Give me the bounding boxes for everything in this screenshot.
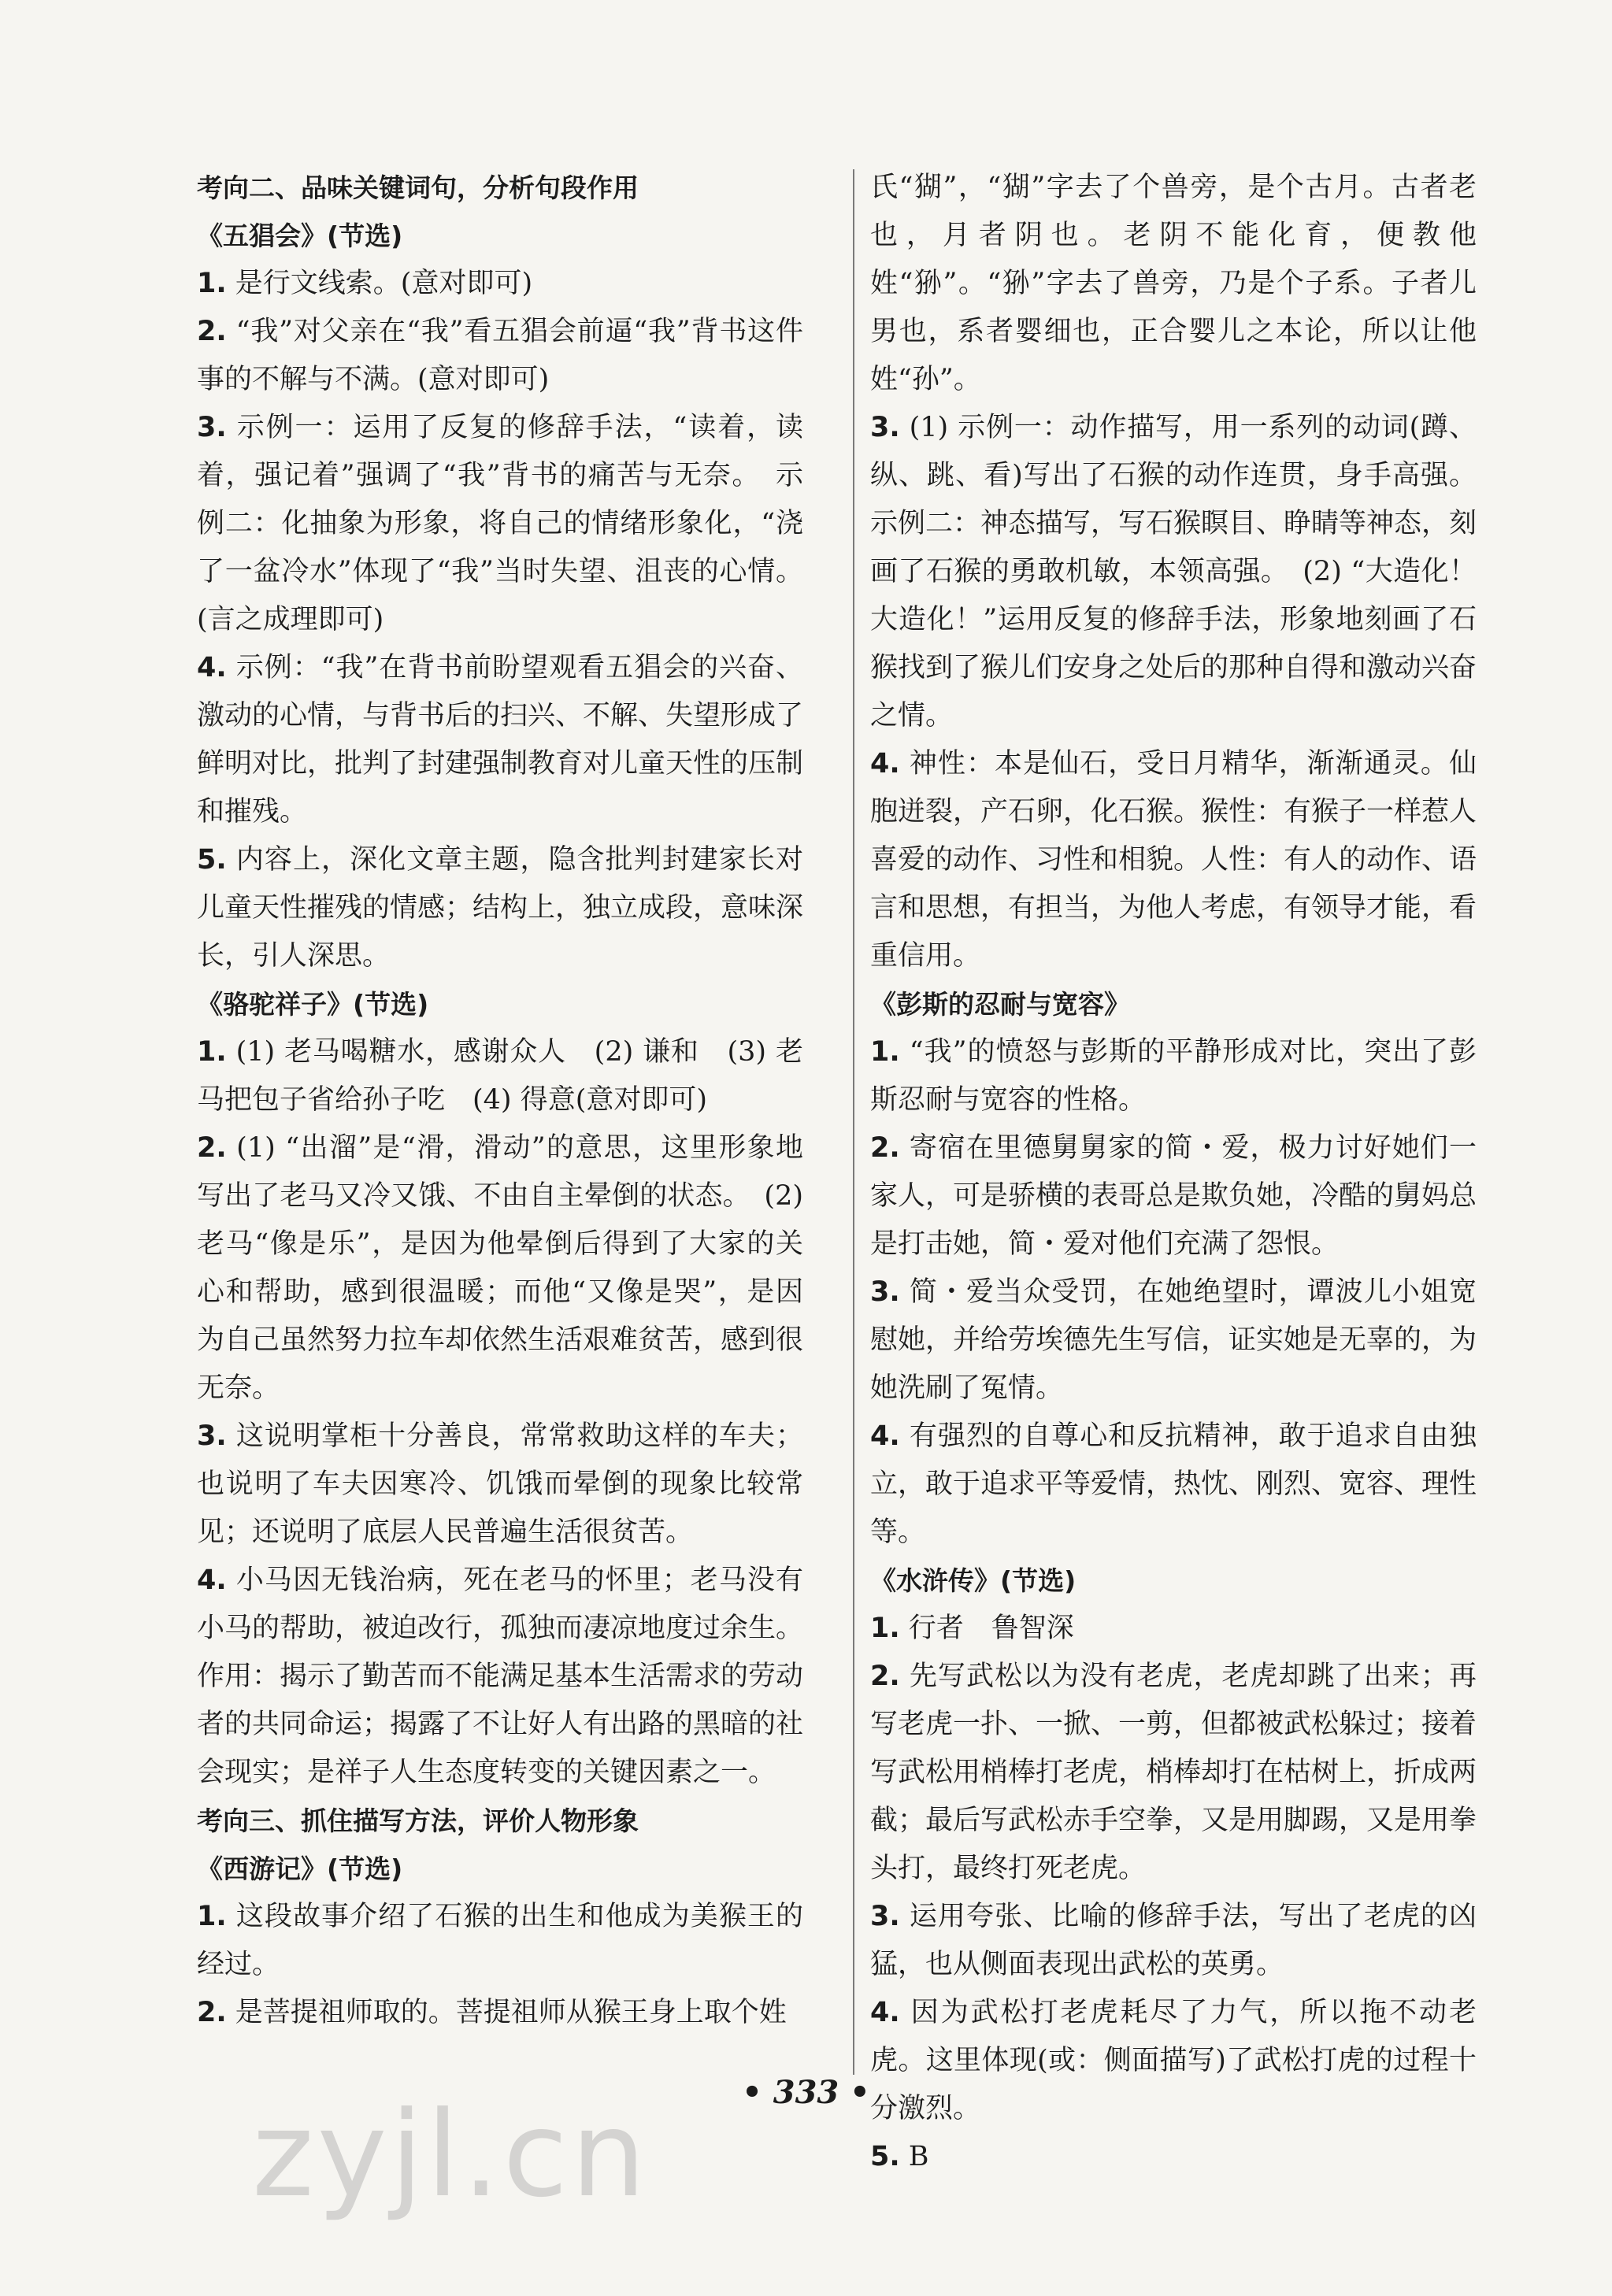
section-heading: 考向三、抓住描写方法，评价人物形象 xyxy=(197,1805,639,1836)
answer-text: 内容上，深化文章主题，隐含批判封建家长对儿童天性摧残的情感；结构上，独立成段，意味深长，引人深思。 xyxy=(197,844,804,972)
answer-item xyxy=(870,1653,1477,1893)
watermark: zyjl.cn xyxy=(252,2087,650,2224)
answer-text: 简・爱当众受罚，在她绝望时，谭波儿小姐宽慰她，并给劳埃德先生写信，证实她是无辜的，为她洗刷了冤情。 xyxy=(870,1276,1477,1404)
answer-item xyxy=(870,1605,1477,1653)
answer-item xyxy=(197,1989,803,2037)
answer-number: 1. xyxy=(870,1036,900,1068)
answer-text: 因为武松打老虎耗尽了力气，所以拖不动老虎。这里体现(或：侧面描写)了武松打虎的过程十分激烈。 xyxy=(870,1997,1477,2124)
answer-number: 1. xyxy=(197,268,227,299)
answer-number: 4. xyxy=(870,1997,900,2028)
answer-item xyxy=(197,1557,803,1797)
answer-text: 行者 鲁智深 xyxy=(908,1613,1074,1644)
answer-item xyxy=(870,2133,1477,2181)
answer-number: 4. xyxy=(870,748,900,780)
answer-item xyxy=(197,1028,803,1124)
answer-number: 4. xyxy=(197,652,227,683)
answer-text: (1) 老马喝糖水，感谢众人 (2) 谦和 (3) 老马把包子省给孙子吃 (4) 得意(意对即可) xyxy=(197,1036,803,1116)
answer-number: 3. xyxy=(870,412,900,443)
answer-number: 2. xyxy=(870,1661,900,1692)
left-column xyxy=(197,164,803,2037)
column-divider xyxy=(853,169,854,2075)
right-column xyxy=(870,164,1477,2181)
answer-number: 3. xyxy=(870,1276,900,1308)
answer-number: 2. xyxy=(197,1132,227,1164)
section-heading: 考向二、品味关键词句，分析句段作用 xyxy=(197,172,639,203)
answer-text: 寄宿在里德舅舅家的简・爱，极力讨好她们一家人，可是骄横的表哥总是欺负她，冷酷的舅妈总是打击她，简・爱对他们充满了怨恨。 xyxy=(870,1132,1477,1260)
passage-title: 《骆驼祥子》(节选) xyxy=(197,989,429,1020)
answer-text: “我”的愤怒与彭斯的平静形成对比，突出了彭斯忍耐与宽容的性格。 xyxy=(870,1036,1477,1116)
answer-item xyxy=(870,1989,1477,2133)
answer-item xyxy=(197,1413,803,1557)
answer-item xyxy=(870,1413,1477,1557)
passage-title: 《水浒传》(节选) xyxy=(870,1565,1077,1596)
answer-text: (1) 示例一：动作描写，用一系列的动词(蹲、纵、跳、看)写出了石猴的动作连贯，身手高强。示例二：神态描写，写石猴瞑目、睁睛等神态，刻画了石猴的勇敢机敏，本领高强。 (2) “大造化！大造化！”运用反复的修辞手法，形象地刻画了石猴找到了猴儿们安身之处后的那种自得和激动兴奋之情。 xyxy=(870,412,1477,731)
answer-number: 3. xyxy=(197,412,227,443)
answer-item xyxy=(197,1893,803,1989)
answer-text: 小马因无钱治病，死在老马的怀里；老马没有小马的帮助，被迫改行，孤独而凄凉地度过余生。作用：揭示了勤苦而不能满足基本生活需求的劳动者的共同命运；揭露了不让好人有出路的黑暗的社会现实；是祥子人生态度转变的关键因素之一。 xyxy=(197,1565,804,1788)
answer-item xyxy=(197,260,803,308)
answer-number: 2. xyxy=(197,316,227,347)
answer-number: 3. xyxy=(870,1901,900,1932)
answer-number: 3. xyxy=(197,1420,227,1452)
answer-text: 氏“猢”，“猢”字去了个兽旁，是个古月。古者老也，月者阴也。老阴不能化育，便教他姓“狲”。“狲”字去了兽旁，乃是个子系。子者儿男也，系者婴细也，正合婴儿之本论，所以让他姓“孙”。 xyxy=(870,172,1477,395)
answer-number: 1. xyxy=(870,1613,900,1644)
passage-title: 《西游记》(节选) xyxy=(197,1853,403,1884)
answer-number: 1. xyxy=(197,1901,227,1932)
answer-text: 是菩提祖师取的。菩提祖师从猴王身上取个姓 xyxy=(235,1997,787,2028)
answer-text: 是行文线索。(意对即可) xyxy=(235,268,533,299)
answer-text: 示例：“我”在背书前盼望观看五猖会的兴奋、激动的心情，与背书后的扫兴、不解、失望形成了鲜明对比，批判了封建强制教育对儿童天性的压制和摧残。 xyxy=(197,652,804,828)
answer-text: 示例一：运用了反复的修辞手法，“读着，读着，强记着”强调了“我”背书的痛苦与无奈。 示例二：化抽象为形象，将自己的情绪形象化，“浇了一盆冷水”体现了“我”当时失望、沮丧的心情。(言之成理即可) xyxy=(197,412,803,635)
answer-number: 2. xyxy=(197,1997,227,2028)
answer-text: 有强烈的自尊心和反抗精神，敢于追求自由独立，敢于追求平等爱情，热忱、刚烈、宽容、理性等。 xyxy=(870,1420,1477,1548)
answer-item xyxy=(197,644,803,836)
answer-text: 神性：本是仙石，受日月精华，渐渐通灵。仙胞迸裂，产石卵，化石猴。猴性：有猴子一样惹人喜爱的动作、习性和相貌。人性：有人的动作、语言和思想，有担当，为他人考虑，有领导才能，看重信用。 xyxy=(870,748,1477,972)
answer-text: 这段故事介绍了石猴的出生和他成为美猴王的经过。 xyxy=(197,1901,803,1980)
passage-title: 《彭斯的忍耐与宽容》 xyxy=(870,989,1130,1020)
answer-item xyxy=(870,740,1477,980)
answer-number: 5. xyxy=(197,844,227,876)
answer-item xyxy=(870,1124,1477,1268)
answer-text: 先写武松以为没有老虎，老虎却跳了出来；再写老虎一扑、一掀、一剪，但都被武松躲过；接着写武松用梢棒打老虎，梢棒却打在枯树上，折成两截；最后写武松赤手空拳，又是用脚踢，又是用拳头打，最终打死老虎。 xyxy=(870,1661,1477,1884)
page-number: • 333 • xyxy=(742,2074,870,2111)
answer-item xyxy=(870,164,1477,404)
answer-item xyxy=(870,1268,1477,1413)
answer-number: 1. xyxy=(197,1036,227,1068)
answer-text: (1) “出溜”是“滑，滑动”的意思，这里形象地写出了老马又冷又饿、不由自主晕倒的状态。 (2) 老马“像是乐”，是因为他晕倒后得到了大家的关心和帮助，感到很温暖；而他“又像是哭”，是因为自己虽然努力拉车却依然生活艰难贫苦，感到很无奈。 xyxy=(197,1132,804,1404)
answer-text: “我”对父亲在“我”看五猖会前逼“我”背书这件事的不解与不满。(意对即可) xyxy=(197,316,803,395)
answer-text: 这说明掌柜十分善良，常常救助这样的车夫；也说明了车夫因寒冷、饥饿而晕倒的现象比较常见；还说明了底层人民普遍生活很贫苦。 xyxy=(197,1420,803,1548)
answer-number: 4. xyxy=(870,1420,900,1452)
answer-item xyxy=(197,1124,803,1413)
answer-text: B xyxy=(908,2141,929,2172)
answer-item xyxy=(197,308,803,404)
answer-text: 运用夸张、比喻的修辞手法，写出了老虎的凶猛，也从侧面表现出武松的英勇。 xyxy=(870,1901,1477,1980)
answer-item xyxy=(197,404,803,644)
answer-number: 4. xyxy=(197,1565,227,1596)
answer-item xyxy=(870,1028,1477,1124)
answer-item xyxy=(870,1893,1477,1989)
answer-item xyxy=(870,404,1477,740)
answer-number: 5. xyxy=(870,2141,900,2172)
answer-item xyxy=(197,836,803,980)
answer-number: 2. xyxy=(870,1132,900,1164)
passage-title: 《五猖会》(节选) xyxy=(197,220,403,251)
